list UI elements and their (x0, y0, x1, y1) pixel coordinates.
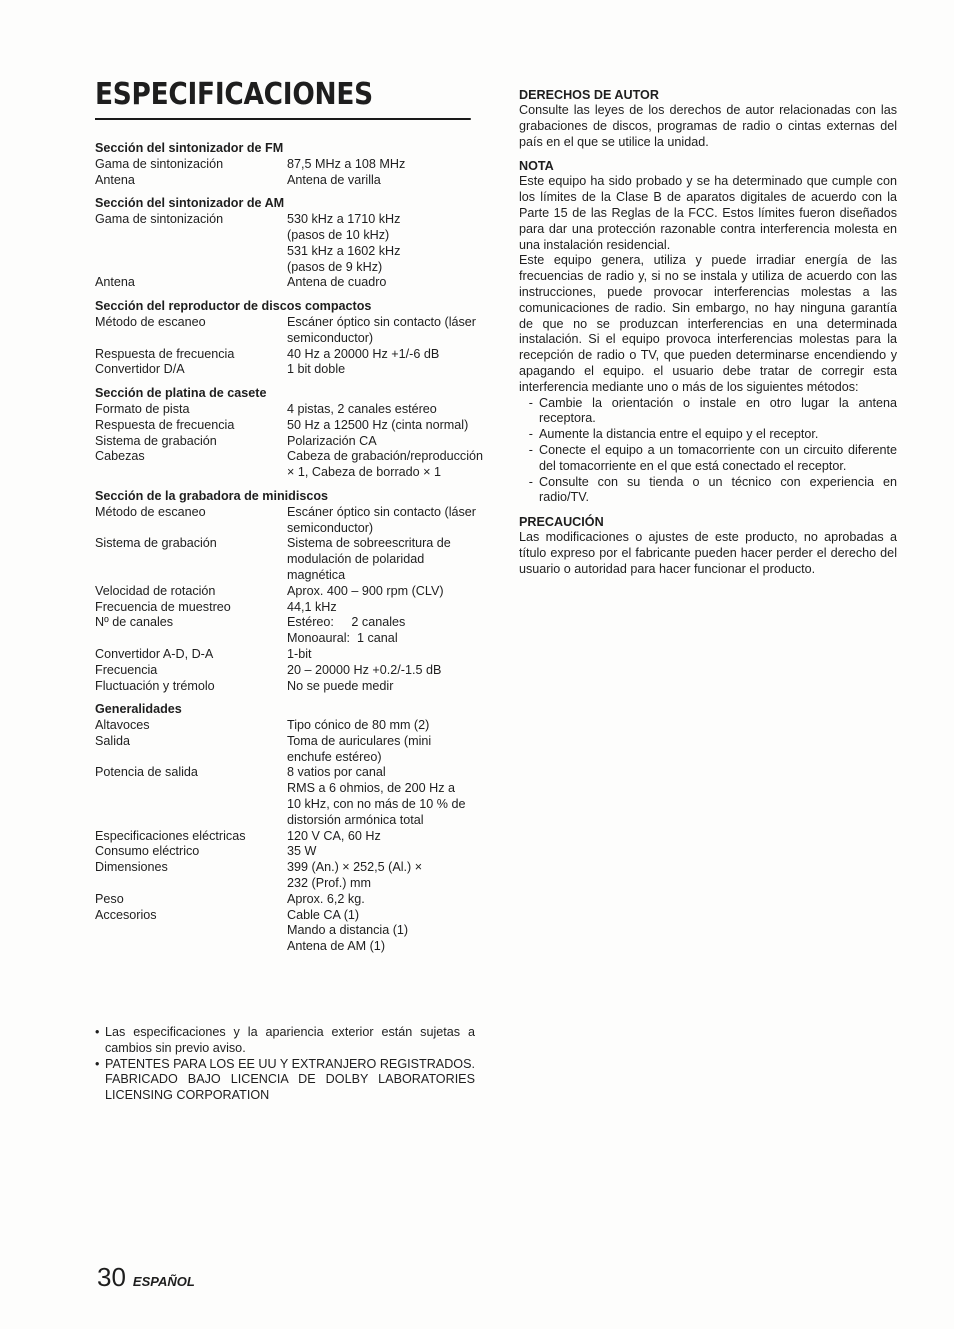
spec-value (287, 908, 475, 955)
spec-value-line: 531 kHz a 1602 kHz (287, 243, 401, 258)
spec-row (95, 173, 475, 189)
spec-value-line: Cabeza de grabación/reproducción (287, 449, 484, 464)
spec-row (95, 505, 475, 537)
spec-label: Peso (95, 891, 124, 906)
spec-value-line: (pasos de 9 kHz) (287, 259, 383, 274)
precaucion-heading: PRECAUCIÓN (519, 515, 604, 530)
spec-row (95, 536, 475, 583)
spec-value (287, 449, 484, 481)
spec-label: Método de escaneo (95, 504, 206, 519)
spec-value-line: × 1, Cabeza de borrado × 1 (287, 465, 442, 480)
spec-value (287, 765, 475, 828)
spec-label: Sistema de grabación (95, 433, 217, 448)
spec-value (287, 679, 475, 695)
copyright-section (519, 87, 897, 150)
spec-label: Formato de pista (95, 401, 190, 416)
notes-list (95, 1025, 475, 1104)
spec-value-line: 8 vatios por canal (287, 765, 386, 780)
spec-value (287, 402, 475, 418)
spec-value (287, 829, 475, 845)
spec-value-line: No se puede medir (287, 678, 394, 693)
spec-label: Respuesta de frecuencia (95, 346, 235, 361)
spec-row (95, 418, 475, 434)
spec-value (287, 275, 475, 291)
spec-value-line: magnética (287, 567, 346, 582)
spec-section (95, 141, 475, 188)
spec-value-line: Polarización CA (287, 433, 377, 448)
spec-value-line: Monoaural: 1 canal (287, 631, 398, 646)
spec-label: Convertidor D/A (95, 362, 185, 377)
spec-value (287, 584, 475, 600)
note-text: Las especificaciones y la apariencia exterior están sujetas a cambios sin previo aviso. (105, 1025, 475, 1055)
spec-row (95, 584, 475, 600)
spec-section (95, 489, 475, 694)
spec-label: Frecuencia (95, 662, 158, 677)
spec-value-line: 120 V CA, 60 Hz (287, 828, 381, 843)
spec-row (95, 734, 475, 766)
precaucion-section (519, 514, 897, 577)
spec-value (287, 647, 475, 663)
spec-value-line: 20 – 20000 Hz +0.2/-1.5 dB (287, 662, 442, 677)
spec-value (287, 860, 475, 892)
nota-section (519, 158, 897, 506)
page-footer (97, 1262, 195, 1292)
spec-label: Dimensiones (95, 860, 168, 875)
language-label: ESPAÑOL (132, 1274, 195, 1289)
spec-label: Gama de sintonización (95, 212, 224, 227)
dash-icon: - (528, 395, 533, 410)
spec-label: Altavoces (95, 718, 150, 733)
spec-value-line: Estéreo: 2 canales (287, 615, 406, 630)
bullet-icon: • (95, 1056, 100, 1071)
spec-label: Antena (95, 275, 135, 290)
nota-paragraph-1: Este equipo ha sido probado y se ha determinado que cumple con los límites de la Clase B de aparatos digitales de acuerdo con la Parte 15 de las Reglas de la FCC. Estos límites fueron diseñados para dar una protección razonable contra interferencia molesta en una instalación residencial. (519, 174, 897, 252)
spec-row (95, 647, 475, 663)
spec-row (95, 362, 475, 378)
spec-value (287, 347, 475, 363)
spec-value-line: 1 bit doble (287, 362, 346, 377)
spec-value-line: 40 Hz a 20000 Hz +1/-6 dB (287, 346, 440, 361)
spec-value-line: Antena de varilla (287, 172, 381, 187)
spec-section (95, 702, 475, 955)
spec-value (287, 663, 475, 679)
spec-label: Gama de sintonización (95, 156, 224, 171)
spec-value-line: Toma de auriculares (mini (287, 733, 432, 748)
spec-row (95, 449, 484, 481)
copyright-text: Consulte las leyes de los derechos de autor relacionadas con las grabaciones de discos, programas de radio o cintas externas del país en el que se utilice la unidad. (519, 103, 897, 149)
spec-row (95, 157, 475, 173)
spec-label: Convertidor A-D, D-A (95, 646, 214, 661)
note-item (95, 1025, 475, 1057)
spec-label: Fluctuación y trémolo (95, 678, 215, 693)
spec-value-line: 1-bit (287, 646, 312, 661)
specifications-column (95, 141, 484, 963)
spec-value-line: Antena de AM (1) (287, 939, 386, 954)
spec-label: Nº de canales (95, 615, 174, 630)
dash-icon: - (528, 442, 533, 457)
copyright-heading: DERECHOS DE AUTOR (519, 88, 659, 102)
spec-value-line: 399 (An.) × 252,5 (Al.) × (287, 860, 423, 875)
spec-section-heading: Sección del sintonizador de FM (95, 141, 284, 155)
spec-value-line: Aprox. 6,2 kg. (287, 891, 365, 906)
list-item (519, 396, 897, 428)
spec-value (287, 734, 475, 766)
spec-value (287, 434, 475, 450)
spec-value-line: RMS a 6 ohmios, de 200 Hz a (287, 781, 455, 796)
spec-value-line: enchufe estéreo) (287, 749, 382, 764)
spec-row (95, 679, 475, 695)
spec-section-heading: Sección de platina de casete (95, 386, 267, 401)
spec-section-heading: Generalidades (95, 702, 182, 717)
spec-value (287, 157, 475, 173)
spec-value-line: semiconductor) (287, 520, 374, 535)
spec-value (287, 173, 475, 189)
spec-value-line: 10 kHz, con no más de 10 % de (287, 797, 466, 812)
spec-value-line: 50 Hz a 12500 Hz (cinta normal) (287, 417, 469, 432)
spec-value (287, 536, 475, 583)
list-item (519, 475, 897, 507)
spec-section-heading: Sección del sintonizador de AM (95, 196, 285, 211)
nota-heading: NOTA (519, 159, 554, 174)
spec-value (287, 418, 475, 434)
spec-label: Velocidad de rotación (95, 583, 216, 598)
spec-row (95, 860, 475, 892)
spec-row (95, 908, 475, 955)
spec-label: Método de escaneo (95, 314, 206, 329)
spec-row (95, 663, 475, 679)
spec-value-line: Cable CA (1) (287, 907, 360, 922)
spec-row (95, 718, 475, 734)
spec-section-heading: Sección de la grabadora de minidiscos (95, 488, 329, 503)
spec-row (95, 402, 475, 418)
spec-row (95, 275, 475, 291)
spec-value-line: semiconductor) (287, 330, 374, 345)
note-text: PATENTES PARA LOS EE UU Y EXTRANJERO REGISTRADOS. FABRICADO BAJO LICENCIA DE DOLBY LABORATORIES LICENSING CORPORATION (105, 1056, 475, 1103)
spec-row (95, 829, 475, 845)
spec-row (95, 315, 475, 347)
spec-row (95, 347, 475, 363)
spec-label: Especificaciones eléctricas (95, 828, 246, 843)
spec-row (95, 434, 475, 450)
precaucion-text: Las modificaciones o ajustes de este producto, no aprobadas a título expreso por el fabricante pueden hacer perder el derecho del usuario o autoridad para hacer funcionar el producto. (519, 530, 897, 576)
spec-row (95, 892, 475, 908)
spec-value-line: distorsión armónica total (287, 812, 424, 827)
dash-icon: - (528, 427, 533, 442)
spec-label: Antena (95, 172, 135, 187)
spec-value-line: 4 pistas, 2 canales estéreo (287, 401, 437, 416)
dash-icon: - (528, 474, 533, 489)
spec-row (95, 765, 475, 828)
spec-section-heading: Sección del reproductor de discos compactos (95, 299, 372, 314)
spec-value (287, 315, 475, 347)
legal-column (519, 87, 897, 586)
page-number: 30 (97, 1262, 126, 1292)
spec-value (287, 600, 475, 616)
note-item (95, 1057, 475, 1104)
spec-section (95, 386, 484, 481)
nota-paragraph-2: Este equipo genera, utiliza y puede irradiar energía de las frecuencias de radio y, si no se instala y utiliza de acuerdo con las instrucciones, puede provocar interferencias molestas a las comunicaciones de radio. Sin embargo, no hay ninguna garantía de que no se produzcan interferencias en una determinada instalación. Si el equipo provoca interferencias molestas para la recepción de radio o TV, que pueden determinarse encendiendo y apagando el equipo. el usuario debe tratar de corregir esta interferencia mediante uno o más de los siguientes métodos: (519, 253, 897, 394)
spec-label: Sistema de grabación (95, 536, 217, 551)
spec-value-line: Antena de cuadro (287, 275, 387, 290)
spec-value-line: modulación de polaridad (287, 552, 425, 567)
spec-value (287, 892, 475, 908)
spec-value-line: Aprox. 400 – 900 rpm (CLV) (287, 583, 444, 598)
spec-label: Accesorios (95, 907, 157, 922)
spec-row (95, 600, 475, 616)
spec-label: Consumo eléctrico (95, 844, 200, 859)
spec-label: Cabezas (95, 449, 145, 464)
spec-value-line: 232 (Prof.) mm (287, 876, 371, 891)
spec-value-line: 87,5 MHz a 108 MHz (287, 156, 406, 171)
spec-value-line: Sistema de sobreescritura de (287, 536, 451, 551)
spec-row (95, 844, 475, 860)
spec-value-line: Escáner óptico sin contacto (láser (287, 504, 476, 519)
list-item-text: Cambie la orientación o instale en otro lugar la antena receptora. (539, 395, 897, 426)
spec-value-line: Tipo cónico de 80 mm (2) (287, 718, 430, 733)
list-item-text: Consulte con su tienda o un técnico con experiencia en radio/TV. (539, 474, 897, 505)
spec-value-line: Mando a distancia (1) (287, 923, 409, 938)
spec-value (287, 615, 475, 647)
spec-value-line: 44,1 kHz (287, 599, 337, 614)
spec-value-line: 35 W (287, 844, 317, 859)
page-title: ESPECIFICACIONES (95, 78, 471, 120)
list-item-text: Aumente la distancia entre el equipo y el receptor. (539, 427, 819, 442)
list-item (519, 427, 897, 443)
spec-value (287, 212, 475, 275)
list-item (519, 443, 897, 475)
spec-value (287, 505, 475, 537)
spec-section (95, 196, 475, 291)
spec-value (287, 844, 475, 860)
spec-section (95, 299, 475, 378)
spec-value-line: Escáner óptico sin contacto (láser (287, 314, 476, 329)
spec-value-line: 530 kHz a 1710 kHz (287, 212, 401, 227)
spec-row (95, 212, 475, 275)
spec-label: Potencia de salida (95, 765, 198, 780)
spec-label: Frecuencia de muestreo (95, 599, 231, 614)
spec-row (95, 615, 475, 647)
spec-value (287, 362, 475, 378)
spec-value-line: (pasos de 10 kHz) (287, 227, 390, 242)
nota-methods-list (519, 396, 897, 507)
spec-label: Respuesta de frecuencia (95, 417, 235, 432)
list-item-text: Conecte el equipo a un tomacorriente con un circuito diferente del tomacorriente en el que está conectado el receptor. (539, 442, 897, 473)
spec-label: Salida (95, 733, 131, 748)
spec-value (287, 718, 475, 734)
bullet-icon: • (95, 1025, 100, 1039)
